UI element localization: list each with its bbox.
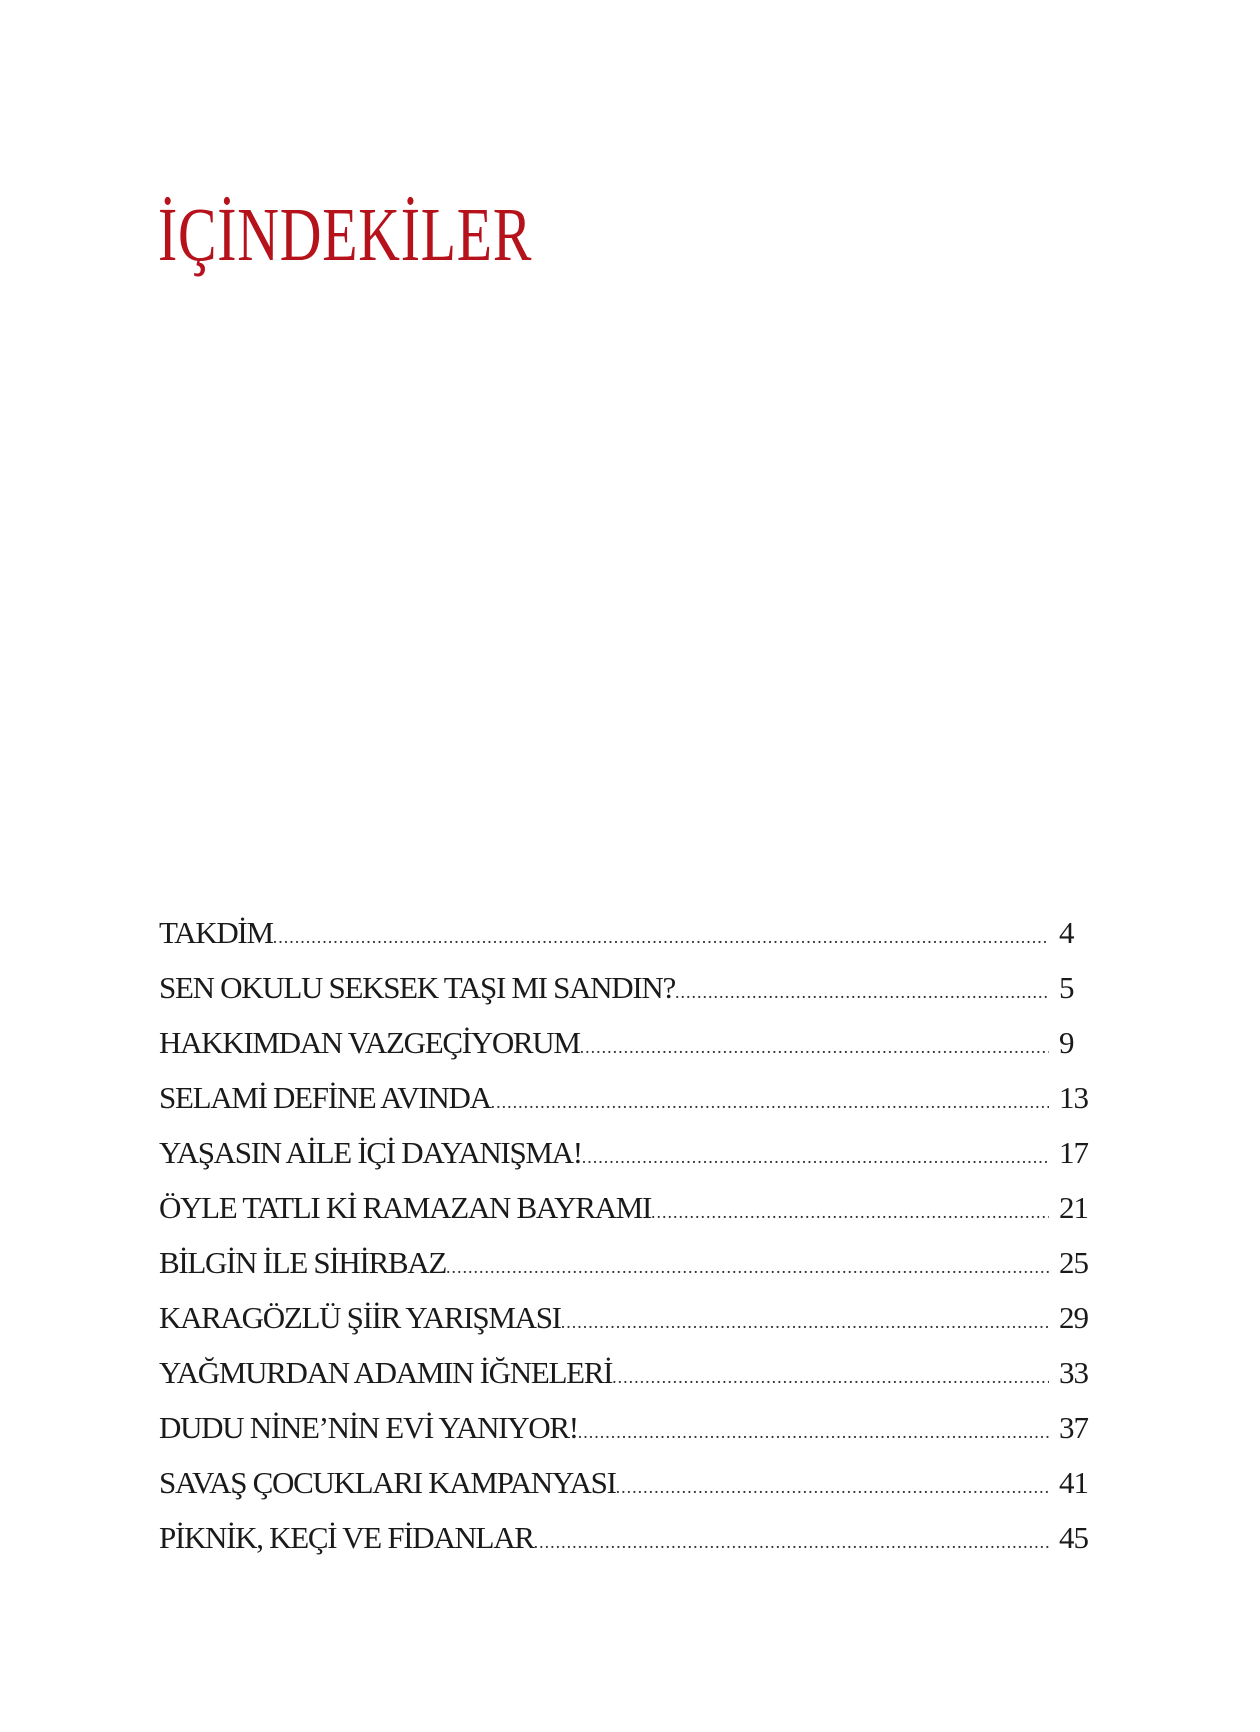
toc-page-number: 4 (1059, 915, 1074, 950)
toc-entry[interactable] (159, 1070, 1099, 1125)
toc-entry[interactable] (159, 1235, 1099, 1290)
toc-page-number: 37 (1059, 1410, 1088, 1445)
toc-entry[interactable] (159, 1455, 1099, 1510)
toc-entry-title: DUDU NİNE’NİN EVİ YANIYOR! (159, 1410, 578, 1445)
toc-entry-title: ÖYLE TATLI Kİ RAMAZAN BAYRAMI (159, 1190, 651, 1225)
toc-entry[interactable] (159, 1290, 1099, 1345)
toc-entry[interactable] (159, 960, 1099, 1015)
toc-page-number: 5 (1059, 970, 1074, 1005)
toc-entry-title: SEN OKULU SEKSEK TAŞI MI SANDIN? (159, 970, 675, 1005)
toc-page-number: 9 (1059, 1025, 1074, 1060)
toc-entry-title: TAKDİM (159, 915, 273, 950)
toc-page-number: 33 (1059, 1355, 1088, 1390)
leader-dots (578, 1405, 1049, 1460)
toc-page-number: 45 (1059, 1520, 1088, 1555)
toc-entry[interactable] (159, 1125, 1099, 1180)
toc-entry[interactable] (159, 1180, 1099, 1235)
toc-page-number: 41 (1059, 1465, 1088, 1500)
table-of-contents (159, 905, 1099, 1565)
toc-entry[interactable] (159, 1510, 1099, 1565)
toc-entry-title: BİLGİN İLE SİHİRBAZ (159, 1245, 446, 1280)
toc-entry[interactable] (159, 1015, 1099, 1070)
toc-entry[interactable] (159, 905, 1099, 960)
leader-dots (612, 1350, 1049, 1405)
leader-dots (273, 910, 1049, 965)
leader-dots (580, 1020, 1049, 1075)
page-title: İÇİNDEKİLER (158, 193, 533, 277)
toc-entry-title: YAŞASIN AİLE İÇİ DAYANIŞMA! (159, 1135, 582, 1170)
leader-dots (491, 1075, 1049, 1130)
toc-entry[interactable] (159, 1400, 1099, 1455)
leader-dots (651, 1185, 1049, 1240)
leader-dots (616, 1460, 1049, 1515)
leader-dots (582, 1130, 1049, 1185)
leader-dots (675, 965, 1049, 1020)
toc-entry-title: SELAMİ DEFİNE AVINDA (159, 1080, 491, 1115)
leader-dots (446, 1240, 1049, 1295)
leader-dots (534, 1515, 1049, 1570)
toc-page-number: 17 (1059, 1135, 1088, 1170)
toc-page-number: 29 (1059, 1300, 1088, 1335)
toc-page-number: 13 (1059, 1080, 1088, 1115)
toc-entry-title: SAVAŞ ÇOCUKLARI KAMPANYASI (159, 1465, 616, 1500)
toc-entry-title: HAKKIMDAN VAZGEÇİYORUM (159, 1025, 580, 1060)
toc-entry[interactable] (159, 1345, 1099, 1400)
leader-dots (561, 1295, 1049, 1350)
toc-entry-title: KARAGÖZLÜ ŞİİR YARIŞMASI (159, 1300, 561, 1335)
toc-page-number: 21 (1059, 1190, 1088, 1225)
toc-entry-title: PİKNİK, KEÇİ VE FİDANLAR (159, 1520, 534, 1555)
toc-entry-title: YAĞMURDAN ADAMIN İĞNELERİ (159, 1355, 613, 1390)
toc-page-number: 25 (1059, 1245, 1088, 1280)
